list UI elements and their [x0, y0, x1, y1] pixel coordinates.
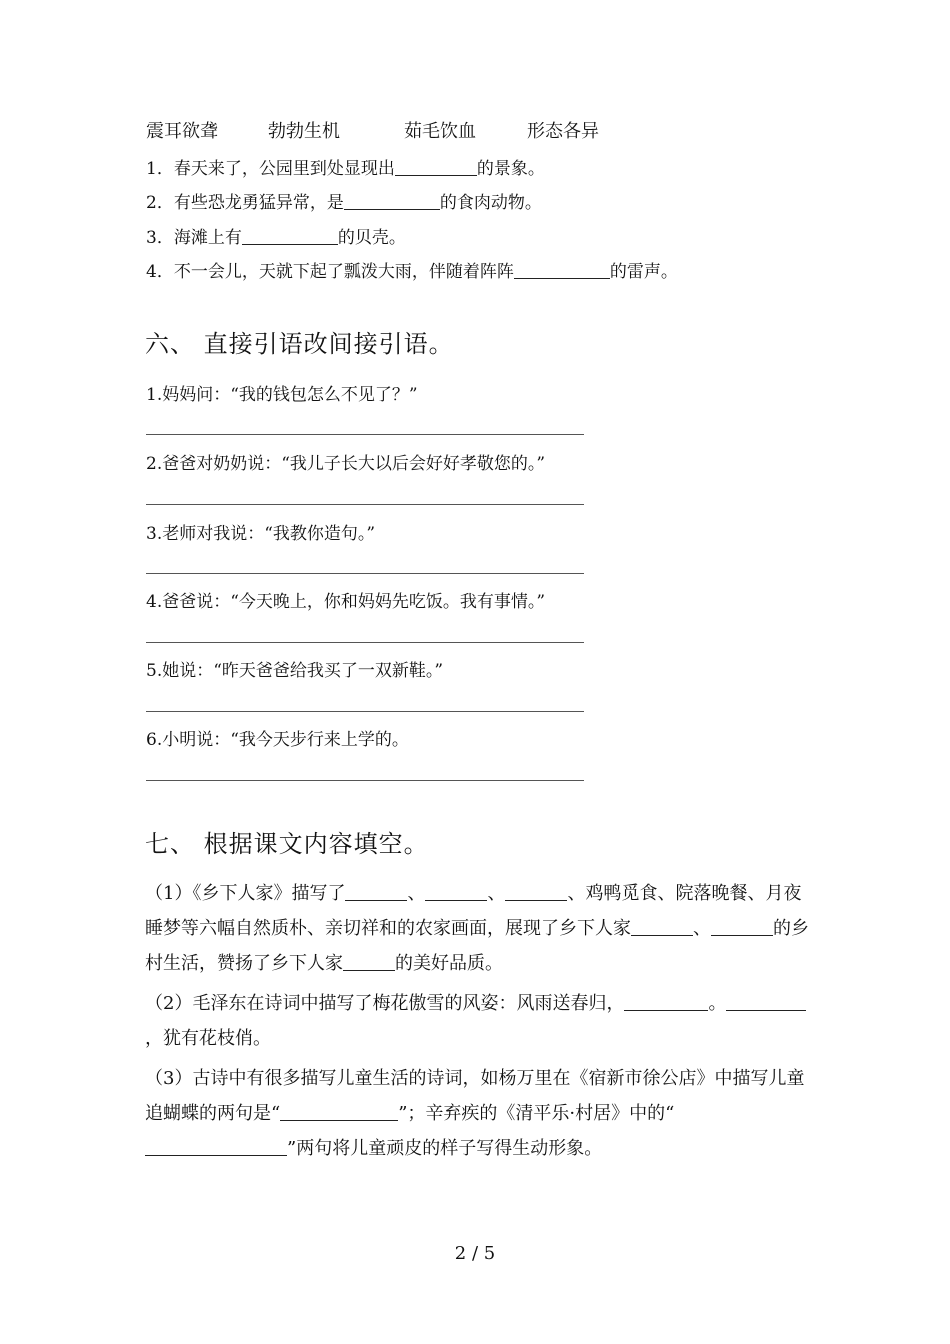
paragraph-text: （2）毛泽东在诗词中描写了梅花傲雪的风姿：风雨送春归， — [145, 993, 625, 1014]
fill-paragraph-3 — [145, 1061, 813, 1166]
paragraph-text: （3）古诗中有很多描写儿童生活的诗词，如杨万里在《宿新市徐公店》中描写儿童追蝴蝶的两句是“ — [145, 1068, 805, 1124]
fill-item — [146, 226, 406, 250]
answer-line[interactable] — [146, 504, 584, 505]
fill-paragraph-2 — [145, 986, 813, 1056]
answer-line[interactable] — [146, 573, 584, 574]
answer-blank[interactable] — [242, 226, 338, 245]
answer-blank[interactable] — [631, 917, 693, 936]
answer-blank[interactable] — [711, 917, 773, 936]
word-bank-item: 茹毛饮血 — [404, 121, 476, 142]
paragraph-text: 。 — [708, 993, 727, 1014]
quote-item: 1.妈妈问：“我的钱包怎么不见了？” — [146, 385, 418, 405]
fill-item-text: 的贝壳。 — [337, 228, 406, 248]
paragraph-text: （1）《乡下人家》描写了 — [145, 883, 346, 904]
answer-blank[interactable] — [344, 191, 440, 210]
paragraph-text: ”；辛弃疾的《清平乐·村居》中的“ — [398, 1103, 675, 1124]
answer-line[interactable] — [146, 711, 584, 712]
quote-item: 3.老师对我说：“我教你造句。” — [146, 524, 376, 544]
fill-item-text: 1．春天来了，公园里到处显现出 — [146, 159, 395, 179]
fill-item — [146, 157, 545, 181]
answer-blank[interactable] — [280, 1102, 398, 1121]
fill-item-text: 的雷声。 — [609, 262, 678, 282]
section7-title: 七、 根据课文内容填空。 — [145, 830, 429, 858]
page-number: 2 / 5 — [454, 1243, 496, 1264]
fill-item-text: 的景象。 — [476, 159, 545, 179]
quote-item: 6.小明说：“我今天步行来上学的。 — [146, 730, 409, 750]
answer-blank[interactable] — [624, 992, 708, 1011]
answer-line[interactable] — [146, 434, 584, 435]
answer-blank[interactable] — [145, 1137, 287, 1156]
fill-item-text: 3．海滩上有 — [146, 228, 242, 248]
answer-line[interactable] — [146, 642, 584, 643]
answer-blank[interactable] — [345, 882, 407, 901]
answer-blank[interactable] — [395, 157, 477, 176]
quote-item: 4.爸爸说：“今天晚上，你和妈妈先吃饭。我有事情。” — [146, 592, 546, 612]
fill-paragraph-1 — [145, 876, 813, 981]
answer-blank[interactable] — [726, 992, 806, 1011]
word-bank-item: 勃勃生机 — [268, 121, 340, 142]
answer-blank[interactable] — [505, 882, 567, 901]
answer-blank[interactable] — [514, 260, 610, 279]
paragraph-text: 、 — [693, 918, 711, 939]
paragraph-text: 、鸡鸭觅食、院落晚餐、月夜睡梦等六幅自然质朴、亲切祥和的农家画面，展现了乡下人家 — [145, 883, 802, 939]
paragraph-text: 、 — [407, 883, 426, 904]
section6-title: 六、 直接引语改间接引语。 — [145, 330, 454, 358]
fill-item-text: 的食肉动物。 — [439, 193, 542, 213]
paragraph-text: 、 — [487, 883, 506, 904]
fill-item — [146, 260, 678, 284]
answer-line[interactable] — [146, 780, 584, 781]
word-bank-item: 震耳欲聋 — [146, 121, 218, 142]
paragraph-text: 的乡村生活，赞扬了乡下人家 — [145, 918, 809, 974]
answer-blank[interactable] — [343, 952, 395, 971]
paragraph-text: 的美好品质。 — [395, 953, 503, 974]
quote-item: 5.她说：“昨天爸爸给我买了一双新鞋。” — [146, 661, 444, 681]
paragraph-text: ，犹有花枝俏。 — [145, 1028, 271, 1049]
quote-item: 2.爸爸对奶奶说：“我儿子长大以后会好好孝敬您的。” — [146, 454, 546, 474]
fill-item-text: 4．不一会儿，天就下起了瓢泼大雨，伴随着阵阵 — [146, 262, 514, 282]
fill-item — [146, 191, 542, 215]
fill-item-text: 2．有些恐龙勇猛异常，是 — [146, 193, 344, 213]
answer-blank[interactable] — [425, 882, 487, 901]
word-bank-item: 形态各异 — [527, 121, 599, 142]
paragraph-text: ”两句将儿童顽皮的样子写得生动形象。 — [287, 1138, 603, 1159]
